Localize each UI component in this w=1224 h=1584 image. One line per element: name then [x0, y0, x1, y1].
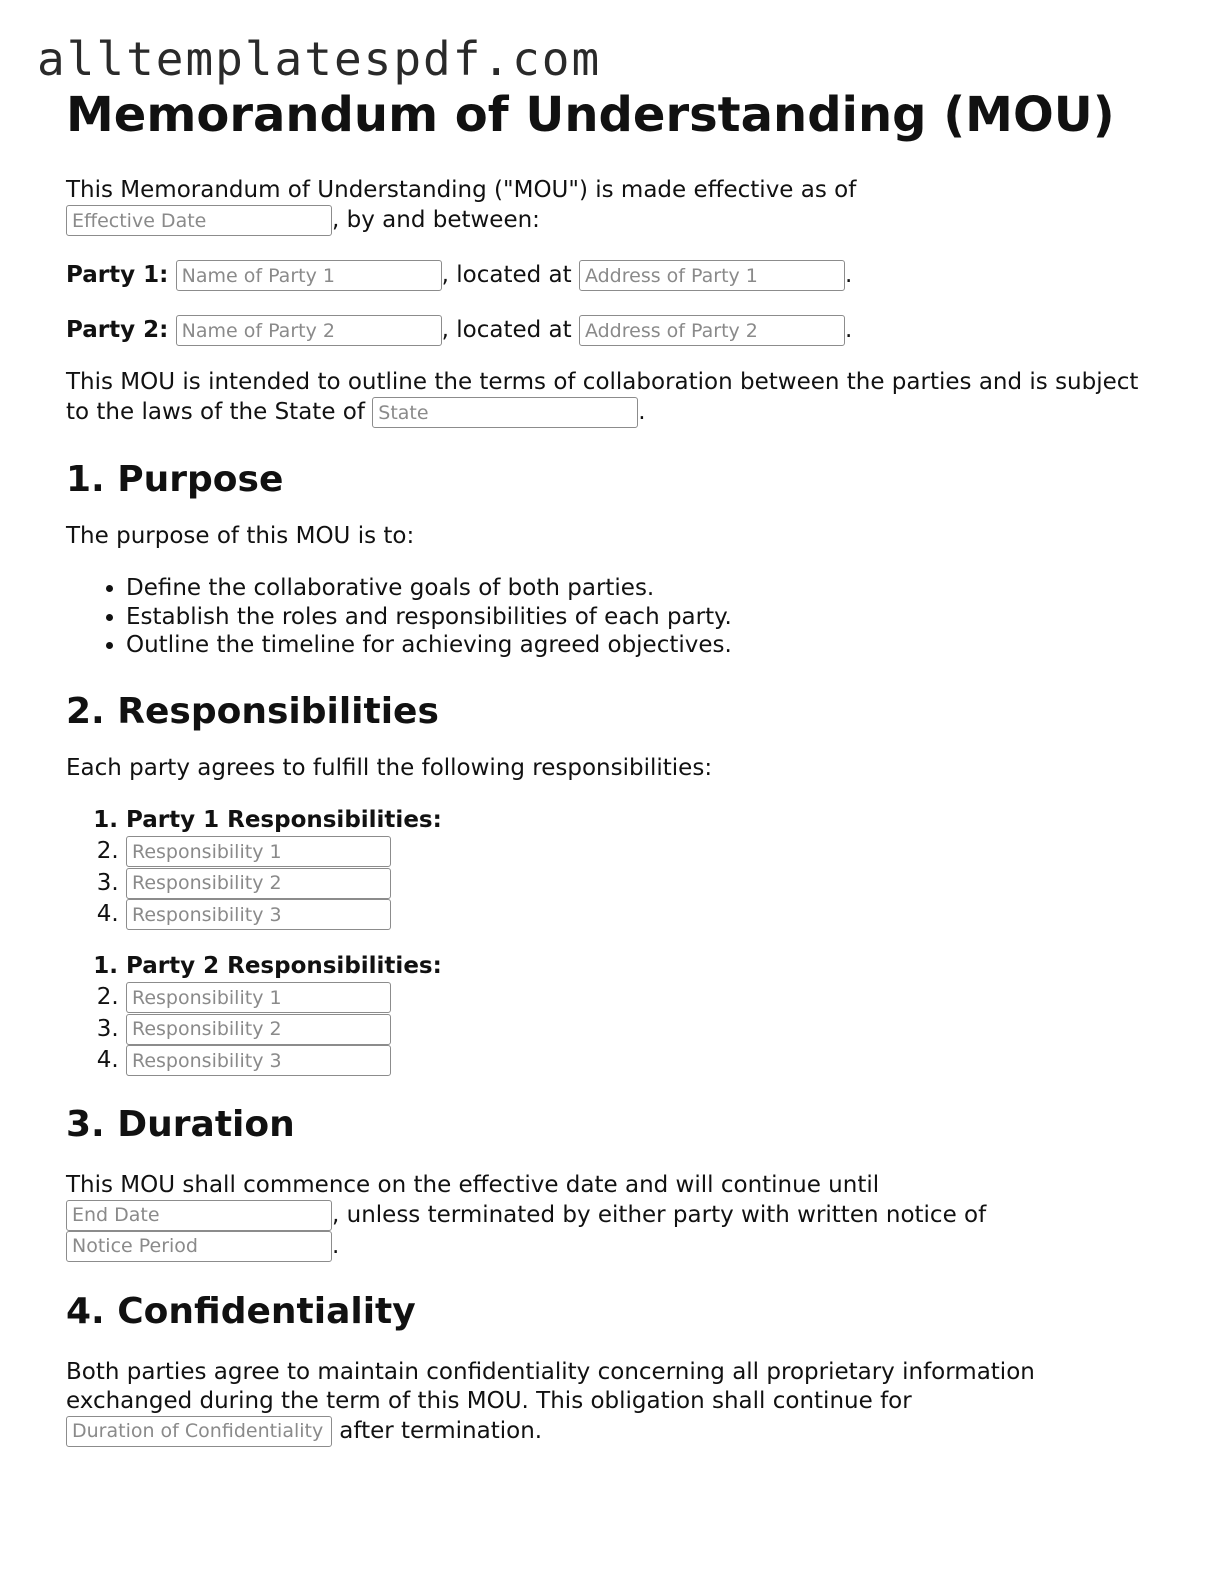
page-title: Memorandum of Understanding (MOU) — [66, 87, 1115, 143]
duration-middle-text: , unless terminated by either party with written notice of — [332, 1201, 987, 1228]
list-item — [126, 868, 1156, 900]
list-item: • Define the collaborative goals of both parties. — [126, 574, 1156, 603]
duration-heading: 3. Duration — [66, 1103, 295, 1145]
list-item: • Outline the timeline for achieving agreed objectives. — [126, 631, 1156, 660]
watermark: alltemplatespdf.com — [37, 32, 602, 86]
list-item — [126, 1045, 1156, 1077]
party-1-located-text: , located at — [441, 262, 572, 288]
party-1-responsibility-1-input[interactable] — [126, 836, 391, 867]
list-item — [126, 836, 1156, 868]
party-1-end: . — [844, 262, 853, 288]
list-item: • Establish the roles and responsibilities of each party. — [126, 603, 1156, 632]
confidentiality-text: Both parties agree to maintain confidentiality concerning all proprietary information exchanged during the term of this MOU. This obligation shall continue for — [66, 1358, 1035, 1414]
responsibilities-lead: Each party agrees to fulfill the following responsibilities: — [66, 754, 713, 781]
list-item — [126, 982, 1156, 1014]
party-2-responsibilities-list — [66, 951, 1156, 1077]
end-date-input[interactable] — [66, 1200, 332, 1231]
intro-after-date: , by and between: — [332, 207, 540, 233]
party-2-end: . — [844, 317, 853, 343]
party-1-label: Party 1: — [66, 262, 169, 288]
effective-date-input[interactable] — [66, 205, 332, 236]
notice-period-input[interactable] — [66, 1231, 332, 1262]
purpose-heading: 1. Purpose — [66, 459, 284, 500]
party-2-located-text: , located at — [441, 317, 572, 343]
list-item — [126, 1014, 1156, 1046]
party-1-responsibility-3-input[interactable] — [126, 899, 391, 930]
party-2-responsibility-1-input[interactable] — [126, 982, 391, 1013]
party-2-address-input[interactable] — [579, 315, 845, 346]
party-2-responsibility-3-input[interactable] — [126, 1045, 391, 1076]
list-item — [126, 899, 1156, 931]
party-1-row — [66, 260, 1156, 291]
confidentiality-heading: 4. Confidentiality — [66, 1290, 416, 1332]
party-2-name-input[interactable] — [176, 315, 442, 346]
party-1-name-input[interactable] — [176, 260, 442, 291]
governing-law-end: . — [638, 399, 646, 425]
document-page — [66, 86, 1156, 1447]
confidentiality-duration-input[interactable] — [66, 1416, 332, 1447]
party-2-responsibilities-label: 1. Party 2 Responsibilities: — [126, 951, 1156, 983]
state-input[interactable] — [372, 397, 638, 428]
duration-text: This MOU shall commence on the effective date and will continue until — [66, 1171, 880, 1198]
party-2-responsibility-2-input[interactable] — [126, 1014, 391, 1045]
intro-paragraph — [66, 176, 1156, 236]
purpose-list — [66, 574, 1156, 660]
purpose-lead: The purpose of this MOU is to: — [66, 523, 415, 549]
party-2-label: Party 2: — [66, 317, 169, 343]
party-1-address-input[interactable] — [579, 260, 845, 291]
duration-end: . — [332, 1232, 340, 1259]
duration-paragraph — [66, 1171, 1156, 1262]
confidentiality-paragraph — [66, 1358, 1156, 1447]
responsibilities-heading: 2. Responsibilities — [66, 690, 439, 732]
confidentiality-end: after termination. — [332, 1417, 543, 1444]
governing-law-text: This MOU is intended to outline the terms of collaboration between the parties and is subject to the laws of the State of — [66, 369, 1139, 425]
governing-law-paragraph — [66, 368, 1156, 428]
party-1-responsibility-2-input[interactable] — [126, 868, 391, 899]
intro-text: This Memorandum of Understanding ("MOU") is made effective as of — [66, 177, 857, 203]
party-2-row — [66, 315, 1156, 346]
party-1-responsibilities-label: 1. Party 1 Responsibilities: — [126, 805, 1156, 837]
party-1-responsibilities-list — [66, 805, 1156, 931]
